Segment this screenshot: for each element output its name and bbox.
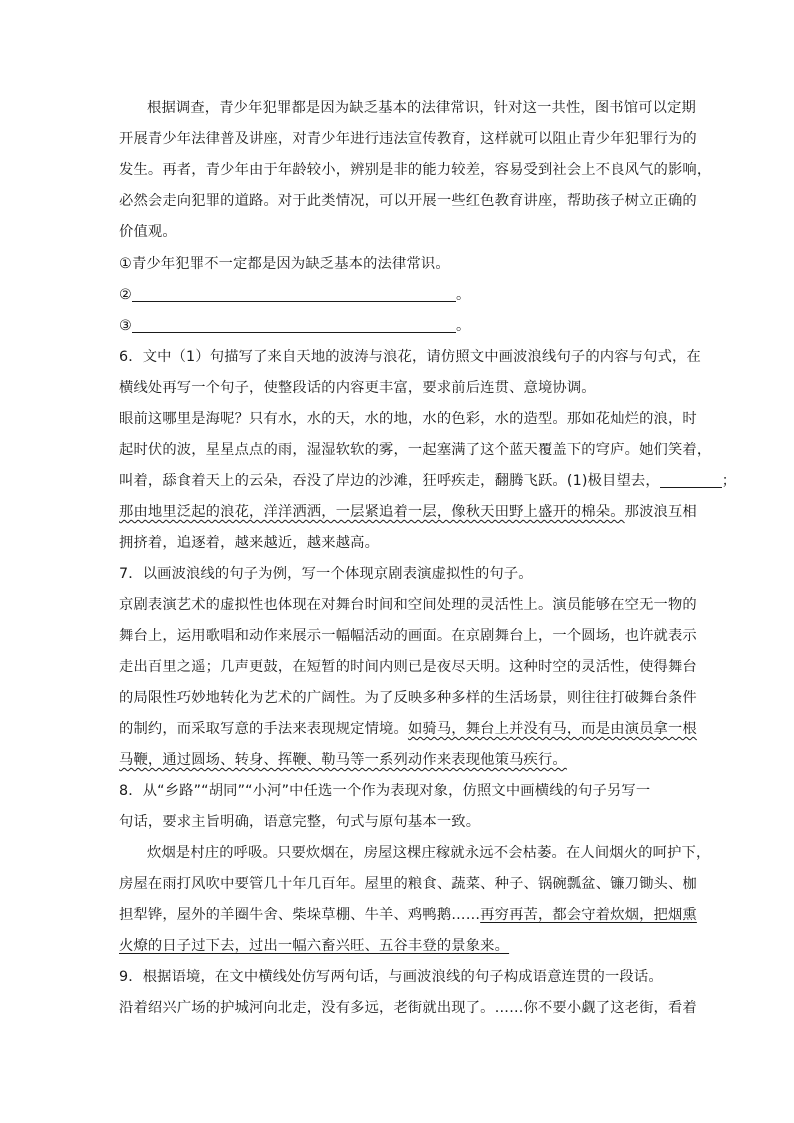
question-6-prompt: 横线处再写一个句子，使整段话的内容更丰富，要求前后连贯、意境协调。 — [119, 380, 596, 396]
passage-text: 担犁铧，屋外的羊圈牛舍、柴垛草棚、牛羊、鸡鸭鹅…… — [119, 907, 481, 923]
question-8-prompt: 8．从“乡路”“胡同”“小河”中任选一个作为表现对象，仿照文中画横线的句子另写一 — [119, 783, 651, 799]
semicolon-mark: ； — [721, 473, 737, 489]
answer-line-2 — [119, 283, 470, 307]
passage-line: 眼前这哪里是海呢？只有水，水的天，水的地，水的色彩，水的造型。那如花灿烂的浪，时 — [119, 411, 697, 427]
passage-text: 叫着，舔食着天上的云朵，吞没了岸边的沙滩，狂呼疾走，翻腾飞跃。(1)极目望去， — [119, 473, 660, 489]
passage-line — [119, 934, 509, 958]
passage-line: 房屋在雨打风吹中要管几十年几百年。屋里的粮食、蔬菜、种子、锅碗瓢盆、镰刀锄头、枷 — [119, 876, 697, 892]
paragraph-line: 必然会走向犯罪的道路。对于此类情况，可以开展一些红色教育讲座，帮助孩子树立正确的 — [119, 193, 697, 209]
passage-line — [119, 748, 567, 772]
underlined-sentence: 再穷再苦，都会守着炊烟，把烟熏 — [480, 907, 697, 923]
question-9-prompt: 9．根据语境，在文中横线处仿写两句话，与画波浪线的句子构成语意连贯的一段话。 — [119, 969, 663, 985]
fill-blank[interactable] — [660, 471, 722, 488]
question-8-prompt: 句话，要求主旨明确，语意完整，句式与原句基本一致。 — [119, 814, 481, 830]
passage-line — [119, 500, 697, 524]
passage-line: 舞台上，运用歌唱和动作来展示一幅幅活动的画面。在京剧舞台上，一个圆场，也许就表示 — [119, 628, 697, 644]
passage-line: 走出百里之遥；几声更鼓，在短暂的时间内则已是夜尽天明。这种时空的灵活性，使得舞台 — [119, 659, 697, 675]
passage-text: 的制约，而采取写意的手法来表现规定情境。 — [119, 721, 408, 737]
answer-number: ③ — [119, 318, 132, 334]
passage-line: 京剧表演艺术的虚拟性也体现在对舞台时间和空间处理的灵活性上。演员能够在空无一物的 — [119, 597, 697, 613]
paragraph-line: 价值观。 — [119, 224, 177, 240]
answer-blank[interactable] — [132, 316, 456, 333]
passage-line: 炊烟是村庄的呼吸。只要炊烟在，房屋这棵庄稼就永远不会枯萎。在人间烟火的呵护下， — [147, 845, 711, 861]
passage-line: 沿着绍兴广场的护城河向北走，没有多远，老街就出现了。……你不要小觑了这老街，看着 — [119, 1000, 697, 1016]
question-6-prompt: 6．文中（1）句描写了来自天地的波涛与浪花，请仿照文中画波浪线句子的内容与句式，在 — [119, 349, 701, 365]
passage-line — [119, 717, 697, 741]
passage-line: 的局限性巧妙地转化为艺术的广阔性。为了反映多种多样的生活场景，则往往打破舞台条件 — [119, 690, 697, 706]
answer-number: ② — [119, 287, 132, 303]
wavy-underlined-sentence: 马鞭，通过圆场、转身、挥鞭、勒马等一系列动作来表现他策马疾行。 — [119, 752, 567, 768]
passage-line: 拥挤着，追逐着，越来越近，越来越高。 — [119, 535, 380, 551]
paragraph-line: 开展青少年法律普及讲座，对青少年进行违法宣传教育，这样就可以阻止青少年犯罪行为的 — [119, 131, 697, 147]
wavy-underlined-sentence: 如骑马，舞台上并没有马，而是由演员拿一根 — [407, 721, 697, 737]
paragraph-line: 根据调查，青少年犯罪都是因为缺乏基本的法律常识，针对这一共性，图书馆可以定期 — [147, 100, 696, 116]
question-7-prompt: 7．以画波浪线的句子为例，写一个体现京剧表演虚拟性的句子。 — [119, 566, 533, 582]
passage-text: 那波浪互相 — [624, 504, 697, 520]
passage-line: 起时伏的波，星星点点的雨，湿湿软软的雾，一起塞满了这个蓝天覆盖下的穹庐。她们笑着， — [119, 442, 712, 458]
period-mark: 。 — [455, 287, 471, 303]
paragraph-line: 发生。再者，青少年由于年龄较小，辨别是非的能力较差，容易受到社会上不良风气的影响， — [119, 162, 712, 178]
passage-line — [119, 469, 736, 493]
wavy-underlined-sentence: 那由地里泛起的浪花，洋洋洒洒，一层紧追着一层，像秋天田野上盛开的棉朵。 — [119, 504, 625, 520]
passage-line — [119, 903, 697, 927]
answer-line-1: ①青少年犯罪不一定都是因为缺乏基本的法律常识。 — [119, 256, 450, 272]
underlined-sentence: 火燎的日子过下去，过出一幅六畜兴旺、五谷丰登的景象来。 — [119, 938, 510, 954]
answer-blank[interactable] — [132, 285, 456, 302]
answer-line-3 — [119, 314, 470, 338]
period-mark: 。 — [455, 318, 471, 334]
